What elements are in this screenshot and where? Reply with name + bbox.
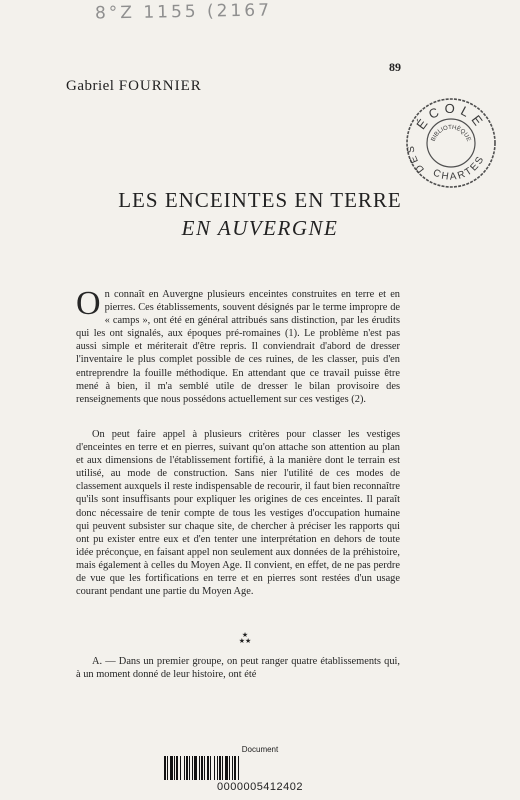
barcode-bar <box>219 756 221 780</box>
barcode-bar <box>232 756 233 780</box>
stamp-text-center: BIBLIOTHÈQUE <box>430 124 472 143</box>
barcode-bar <box>201 756 203 780</box>
stamp-text-bottom: CHARTES <box>431 153 488 183</box>
paragraph-intro <box>76 285 400 406</box>
barcode-bar <box>222 756 223 780</box>
barcode-bar <box>214 756 215 780</box>
barcode-bar <box>199 756 200 780</box>
barcode-bar <box>174 756 175 780</box>
stamp-text-top: ÉCOLE <box>413 100 489 133</box>
barcode-bar <box>210 756 211 780</box>
author-surname: FOURNIER <box>118 78 202 94</box>
stamp-text-side: DES <box>405 142 427 175</box>
article-title: LES ENCEINTES EN TERRE <box>118 188 402 212</box>
author-name <box>66 78 202 95</box>
document-label: Document <box>241 745 279 754</box>
barcode-number: 0000005412402 <box>216 781 304 793</box>
handwritten-shelfmark: 8°Z 1155 (2167 <box>94 0 273 24</box>
barcode-bar <box>167 756 168 780</box>
barcode-bar <box>180 756 181 780</box>
barcode-bar <box>207 756 209 780</box>
barcode-bar <box>164 756 166 780</box>
drop-cap: O <box>76 285 101 322</box>
barcode-bar <box>225 756 228 780</box>
barcode-bar <box>186 756 188 780</box>
barcode-bar <box>194 756 197 780</box>
asterism-divider <box>230 632 260 644</box>
barcode-image <box>164 756 256 780</box>
asterism-top: ★ <box>241 631 249 639</box>
paragraph-criteria: On peut faire appel à plusieurs critères pour classer les vestiges d'enceintes en terre et en pierres, suivant qu'on attache son attention au plan et aux dimensions de l'établissement fortifié, à la manière dont le terrain est utilisé, au mode de construction. Sans nier l'utilité de ces modes de classement auxquels il reste indispensable de recourir, il faut bien reconnaître qu'ils sont insuffisants pour expliquer les origines de ces enceintes. Il paraît donc nécessaire de tenir compte de tous les vestiges d'occupation humaine qui peuvent subsister sur chaque site, de chercher à préciser les rapports qui ont pu exister entre eux et d'en tenter une interprétation en dehors de toute idée préconçue, en faisant appel non seulement aux données de la préhistoire, mais également à celles du Moyen Age. Il convient, en effet, de ne pas perdre de vue que les fortifications en terre et en pierres sont restées d'un usage courant pendant une partie du Moyen Age. <box>76 429 400 598</box>
barcode-bar <box>192 756 193 780</box>
barcode-bar <box>189 756 190 780</box>
paragraph-group-a: A. — Dans un premier groupe, on peut ranger quatre établissements qui, à un moment donné de leur histoire, ont été <box>76 656 400 681</box>
barcode-bar <box>176 756 178 780</box>
barcode-bar <box>229 756 230 780</box>
barcode-bar <box>217 756 218 780</box>
page-number: 89 <box>389 60 401 74</box>
article-subtitle: EN AUVERGNE <box>181 216 339 240</box>
author-given-name: Gabriel <box>66 78 115 94</box>
barcode-bar <box>234 756 236 780</box>
barcode-bar <box>238 756 239 780</box>
paragraph-intro-text: n connaît en Auvergne plusieurs enceintes construites en terre et en pierres. Ces établissements, souvent désignés par le terme impropre de « camps », ont été en général attribués sans distinction, par les érudits qui les ont signalés, aux époques pré-romaines (1). Le problème n'est pas aussi simple et mériterait d'être repris. Il conviendrait d'abord de dresser l'inventaire le plus complet possible de ces ruines, de les classer, puis d'en entreprendre la fouille méthodique. En attendant que ce travail puisse être mené à bien, il m'a semblé utile de dresser le bilan provisoire des renseignements que nous possédons actuellement sur ces vestiges (2). <box>76 289 400 405</box>
barcode-bar <box>184 756 185 780</box>
barcode-bar <box>170 756 173 780</box>
library-stamp <box>404 96 498 190</box>
asterism-bottom: ★★ <box>238 637 252 645</box>
barcode-bar <box>204 756 205 780</box>
